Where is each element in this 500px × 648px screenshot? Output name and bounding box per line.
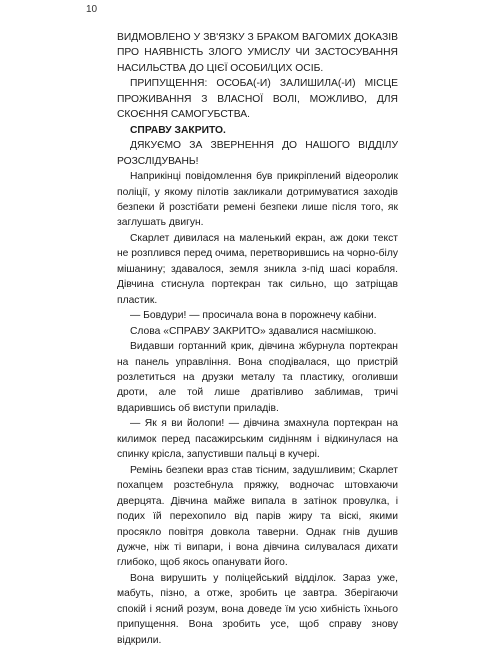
throw-paragraph: Видавши гортанний крик, дівчина жбурнула портекран на панель управління. Вона сподівалася, що пристрій розлетиться на друзки металу та пластику, оголивши дроти, але той лише дратівливо заблимав, тричі вдарившись об виступи приладів.	[117, 341, 398, 414]
dialogue-paragraph: — Як я ви йолопи! — дівчина змахнула портекран на килимок перед пасажирським сидінням і відкинулася на спинку крісла, запустивши пальці в кучері.	[117, 418, 398, 461]
decision-paragraph: Вона вирушить у поліцейський відділок. Зараз уже, мабуть, пізно, а отже, зробить це завтра. Зберігаючи спокій і ясний розум, вона доведе їм усю хибність їхнього припущення. Вона зробить усе, щоб справу знову відкрили.	[117, 572, 398, 646]
report-assumption-paragraph: ПРИПУЩЕННЯ: ОСОБА(-И) ЗАЛИШИЛА(-И) МІСЦЕ ПРОЖИВАННЯ З ВЛАСНОЇ ВОЛІ, МОЖЛИВО, ДЛЯ СКОЄННЯ САМОГУБСТВА.	[117, 78, 398, 121]
book-text	[117, 30, 398, 648]
mockery-paragraph: Слова «СПРАВУ ЗАКРИТО» здавалися насмішкою.	[130, 325, 377, 337]
dialogue-paragraph: — Бовдури! — просичала вона в порожнечу кабіни.	[130, 310, 377, 322]
belt-paragraph: Ремінь безпеки враз став тісним, задушливим; Скарлет похапцем розстебнула пряжку, водночас штовхаючи дверцята. Дівчина майже випала в затінок провулка, і подих їй перехопило від парів жиру та віскі, якими просякло повітря довкола таверни. Однак гнів душив дужче, ніж ті випари, і вона дівчина силувалася дихати глибоко, щоб якось опанувати його.	[117, 464, 398, 569]
screen-paragraph: Скарлет дивилася на маленький екран, аж доки текст не розплився перед очима, перетворившись на чорно-білу мішанину; здавалося, земля зникла з-під шасі корабля. Дівчина стиснула портекран так сильно, що затріщав пластик.	[117, 232, 398, 306]
report-evidence-paragraph: ВИДМОВЛЕНО У ЗВ'ЯЗКУ З БРАКОМ ВАГОМИХ ДОКАЗІВ ПРО НАЯВНІСТЬ ЗЛОГО УМИСЛУ ЧИ ЗАСТОСУВАННЯ НАСИЛЬСТВА ДО ЦІЄЇ ОСОБИ/ЦИХ ОСІБ.	[117, 32, 398, 74]
thanks-paragraph: ДЯКУЄМО ЗА ЗВЕРНЕННЯ ДО НАШОГО ВІДДІЛУ РОЗСЛІДУВАНЬ!	[117, 140, 398, 167]
video-paragraph: Наприкінці повідомлення був прикріплений відеоролик поліції, у якому пілотів закликали дотримуватися заходів безпеки й розстібати ремені безпеки лише після того, як заглушать двигун.	[117, 171, 398, 229]
case-closed-paragraph: СПРАВУ ЗАКРИТО.	[130, 124, 226, 136]
page-number: 10	[86, 4, 98, 15]
